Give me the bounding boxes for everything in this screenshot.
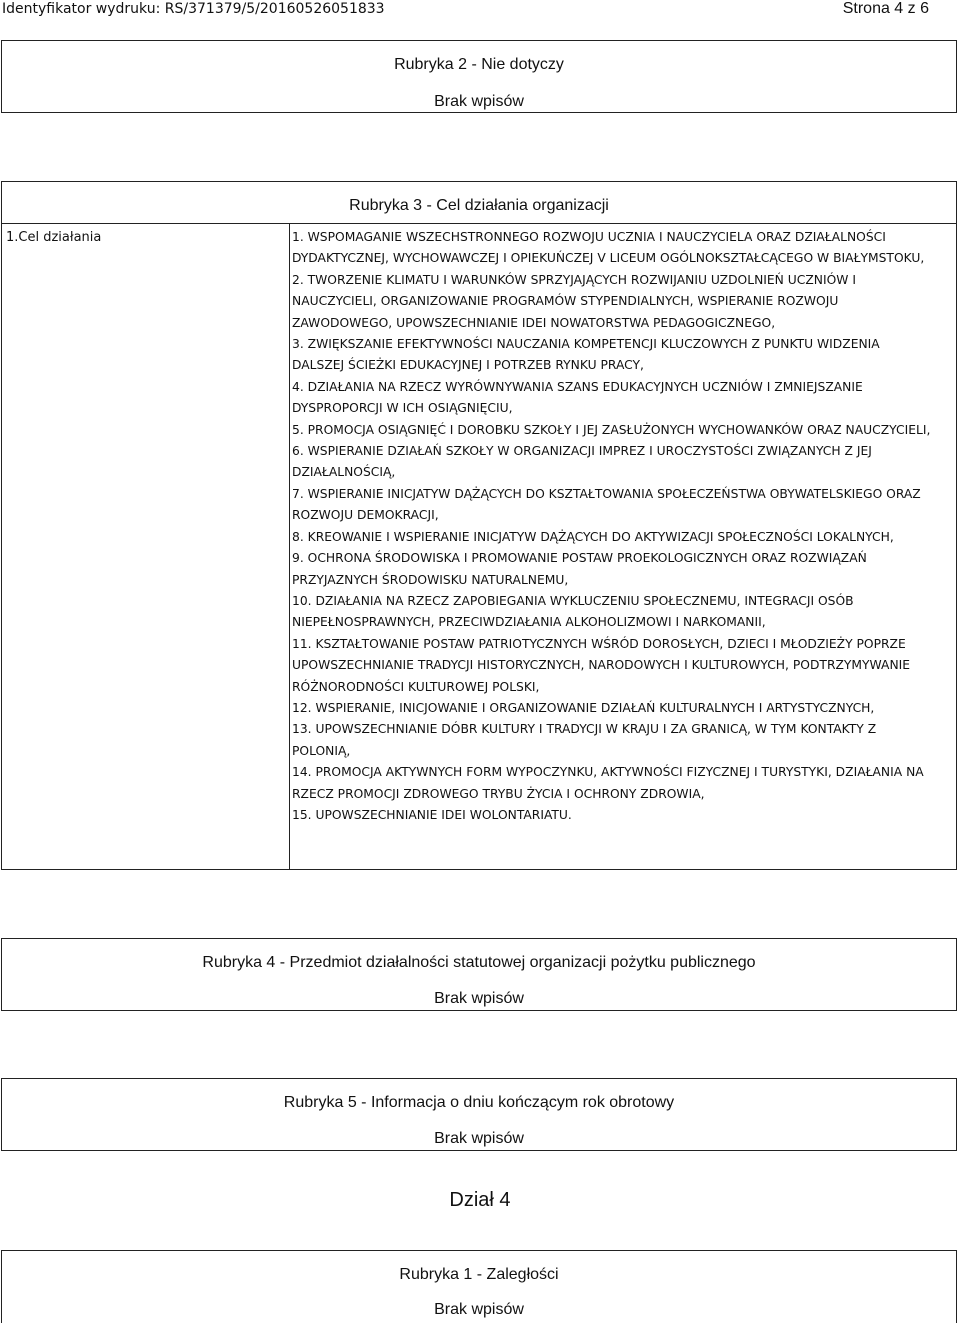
goals-list [292,227,932,826]
list-item: 3. ZWIĘKSZANIE EFEKTYWNOŚCI NAUCZANIA KOMPETENCJI KLUCZOWYCH Z PUNKTU WIDZENIA DALSZEJ ŚCIEŻKI EDUKACYJNEJ I POTRZEB RYNKU PRACY, [292,337,880,373]
list-item: 8. KREOWANIE I WSPIERANIE INICJATYW DĄŻĄCYCH DO AKTYWIZACJI SPOŁECZNOŚCI LOKALNYCH, [292,529,894,544]
list-item: 1. WSPOMAGANIE WSZECHSTRONNEGO ROZWOJU UCZNIA I NAUCZYCIELA ORAZ DZIAŁALNOŚCI DYDAKTYCZNEJ, WYCHOWAWCZEJ I OPIEKUŃCZEJ V LICEUM OGÓLNOKSZTAŁCĄCEGO W BIAŁYMSTOKU, [292,230,925,266]
cel-dzialania-label: 1.Cel działania [6,230,102,245]
list-item: 13. UPOWSZECHNIANIE DÓBR KULTURY I TRADYCJI W KRAJU I ZA GRANICĄ, W TYM KONTAKTY Z POLONIĄ, [292,722,877,758]
rubryka-2-box [1,40,957,113]
list-item: 6. WSPIERANIE DZIAŁAŃ SZKOŁY W ORGANIZACJI IMPREZ I UROCZYSTOŚCI ZWIĄZANYCH Z JEJ DZIAŁALNOŚCIĄ, [292,444,872,480]
rubryka-3-title: Rubryka 3 - Cel działania organizacji [349,197,609,214]
list-item: 12. WSPIERANIE, INICJOWANIE I ORGANIZOWANIE DZIAŁAŃ KULTURALNYCH I ARTYSTYCZNYCH, [292,700,875,715]
list-item: 11. KSZTAŁTOWANIE POSTAW PATRIOTYCZNYCH WŚRÓD DOROSŁYCH, DZIECI I MŁODZIEŻY POPRZE UPOWSZECHNIANIE TRADYCJI HISTORYCZNYCH, NARODOWYCH I KULTUROWYCH, PODTRZYMYWANIE RÓŻNORODNOŚCI KULTUROWEJ POLSKI, [292,636,911,694]
page-number: Strona 4 z 6 [842,0,929,17]
column-divider [289,223,290,869]
list-item: 2. TWORZENIE KLIMATU I WARUNKÓW SPRZYJAJĄCYCH ROZWIJANIU UZDOLNIEŃ UCZNIÓW I NAUCZYCIELI, ORGANIZOWANIE PROGRAMÓW STYPENDIALNYCH, WSPIERANIE ROZWOJU ZAWODOWEGO, UPOWSZECHNIANIE IDEI NOWATORSTWA PEDAGOGICZNEGO, [292,272,856,330]
rubryka-5-title: Rubryka 5 - Informacja o dniu kończącym rok obrotowy [283,1094,675,1111]
print-identifier: Identyfikator wydruku: RS/371379/5/20160526051833 [2,1,385,17]
list-item: 9. OCHRONA ŚRODOWISKA I PROMOWANIE POSTAW PROEKOLOGICZNYCH ORAZ ROZWIĄZAŃ PRZYJAZNYCH ŚRODOWISKU NATURALNEMU, [292,551,867,587]
list-item: 15. UPOWSZECHNIANIE IDEI WOLONTARIATU. [292,807,572,822]
rubryka-5-note: Brak wpisów [434,1130,524,1147]
rubryka-3-box [1,181,957,870]
list-item: 10. DZIAŁANIA NA RZECZ ZAPOBIEGANIA WYKLUCZENIU SPOŁECZNEMU, INTEGRACJI OSÓB NIEPEŁNOSPRAWNYCH, PRZECIWDZIAŁANIA ALKOHOLIZMOWI I NARKOMANII, [292,593,854,630]
dzial-4-heading: Dział 4 [449,1189,511,1211]
list-item: 7. WSPIERANIE INICJATYW DĄŻĄCYCH DO KSZTAŁTOWANIA SPOŁECZEŃSTWA OBYWATELSKIEGO ORAZ ROZWOJU DEMOKRACJI, [292,486,921,523]
rubryka-4-note: Brak wpisów [434,990,524,1007]
list-item: 5. PROMOCJA OSIĄGNIĘĆ I DOROBKU SZKOŁY I JEJ ZASŁUŻONYCH WYCHOWANKÓW ORAZ NAUCZYCIELI, [292,422,931,437]
rubryka-2-title: Rubryka 2 - Nie dotyczy [394,56,564,73]
dzial-4-rubryka-1-title: Rubryka 1 - Zaległości [399,1266,559,1283]
divider [2,223,956,224]
list-item: 14. PROMOCJA AKTYWNYCH FORM WYPOCZYNKU, AKTYWNOŚCI FIZYCZNEJ I TURYSTYKI, DZIAŁANIA NA RZECZ PROMOCJI ZDROWEGO TRYBU ŻYCIA I OCHRONY ZDROWIA, [292,765,924,801]
rubryka-4-box [1,938,957,1011]
rubryka-2-note: Brak wpisów [434,93,524,110]
list-item: 4. DZIAŁANIA NA RZECZ WYRÓWNYWANIA SZANS EDUKACYJNYCH UCZNIÓW I ZMNIEJSZANIE DYSPROPORCJI W ICH OSIĄGNIĘCIU, [292,379,863,416]
dzial-4-rubryka-1-note: Brak wpisów [434,1301,524,1318]
rubryka-5-box [1,1078,957,1151]
rubryka-4-title: Rubryka 4 - Przedmiot działalności statutowej organizacji pożytku publicznego [202,954,756,971]
dzial-4-rubryka-1-box [1,1250,957,1323]
